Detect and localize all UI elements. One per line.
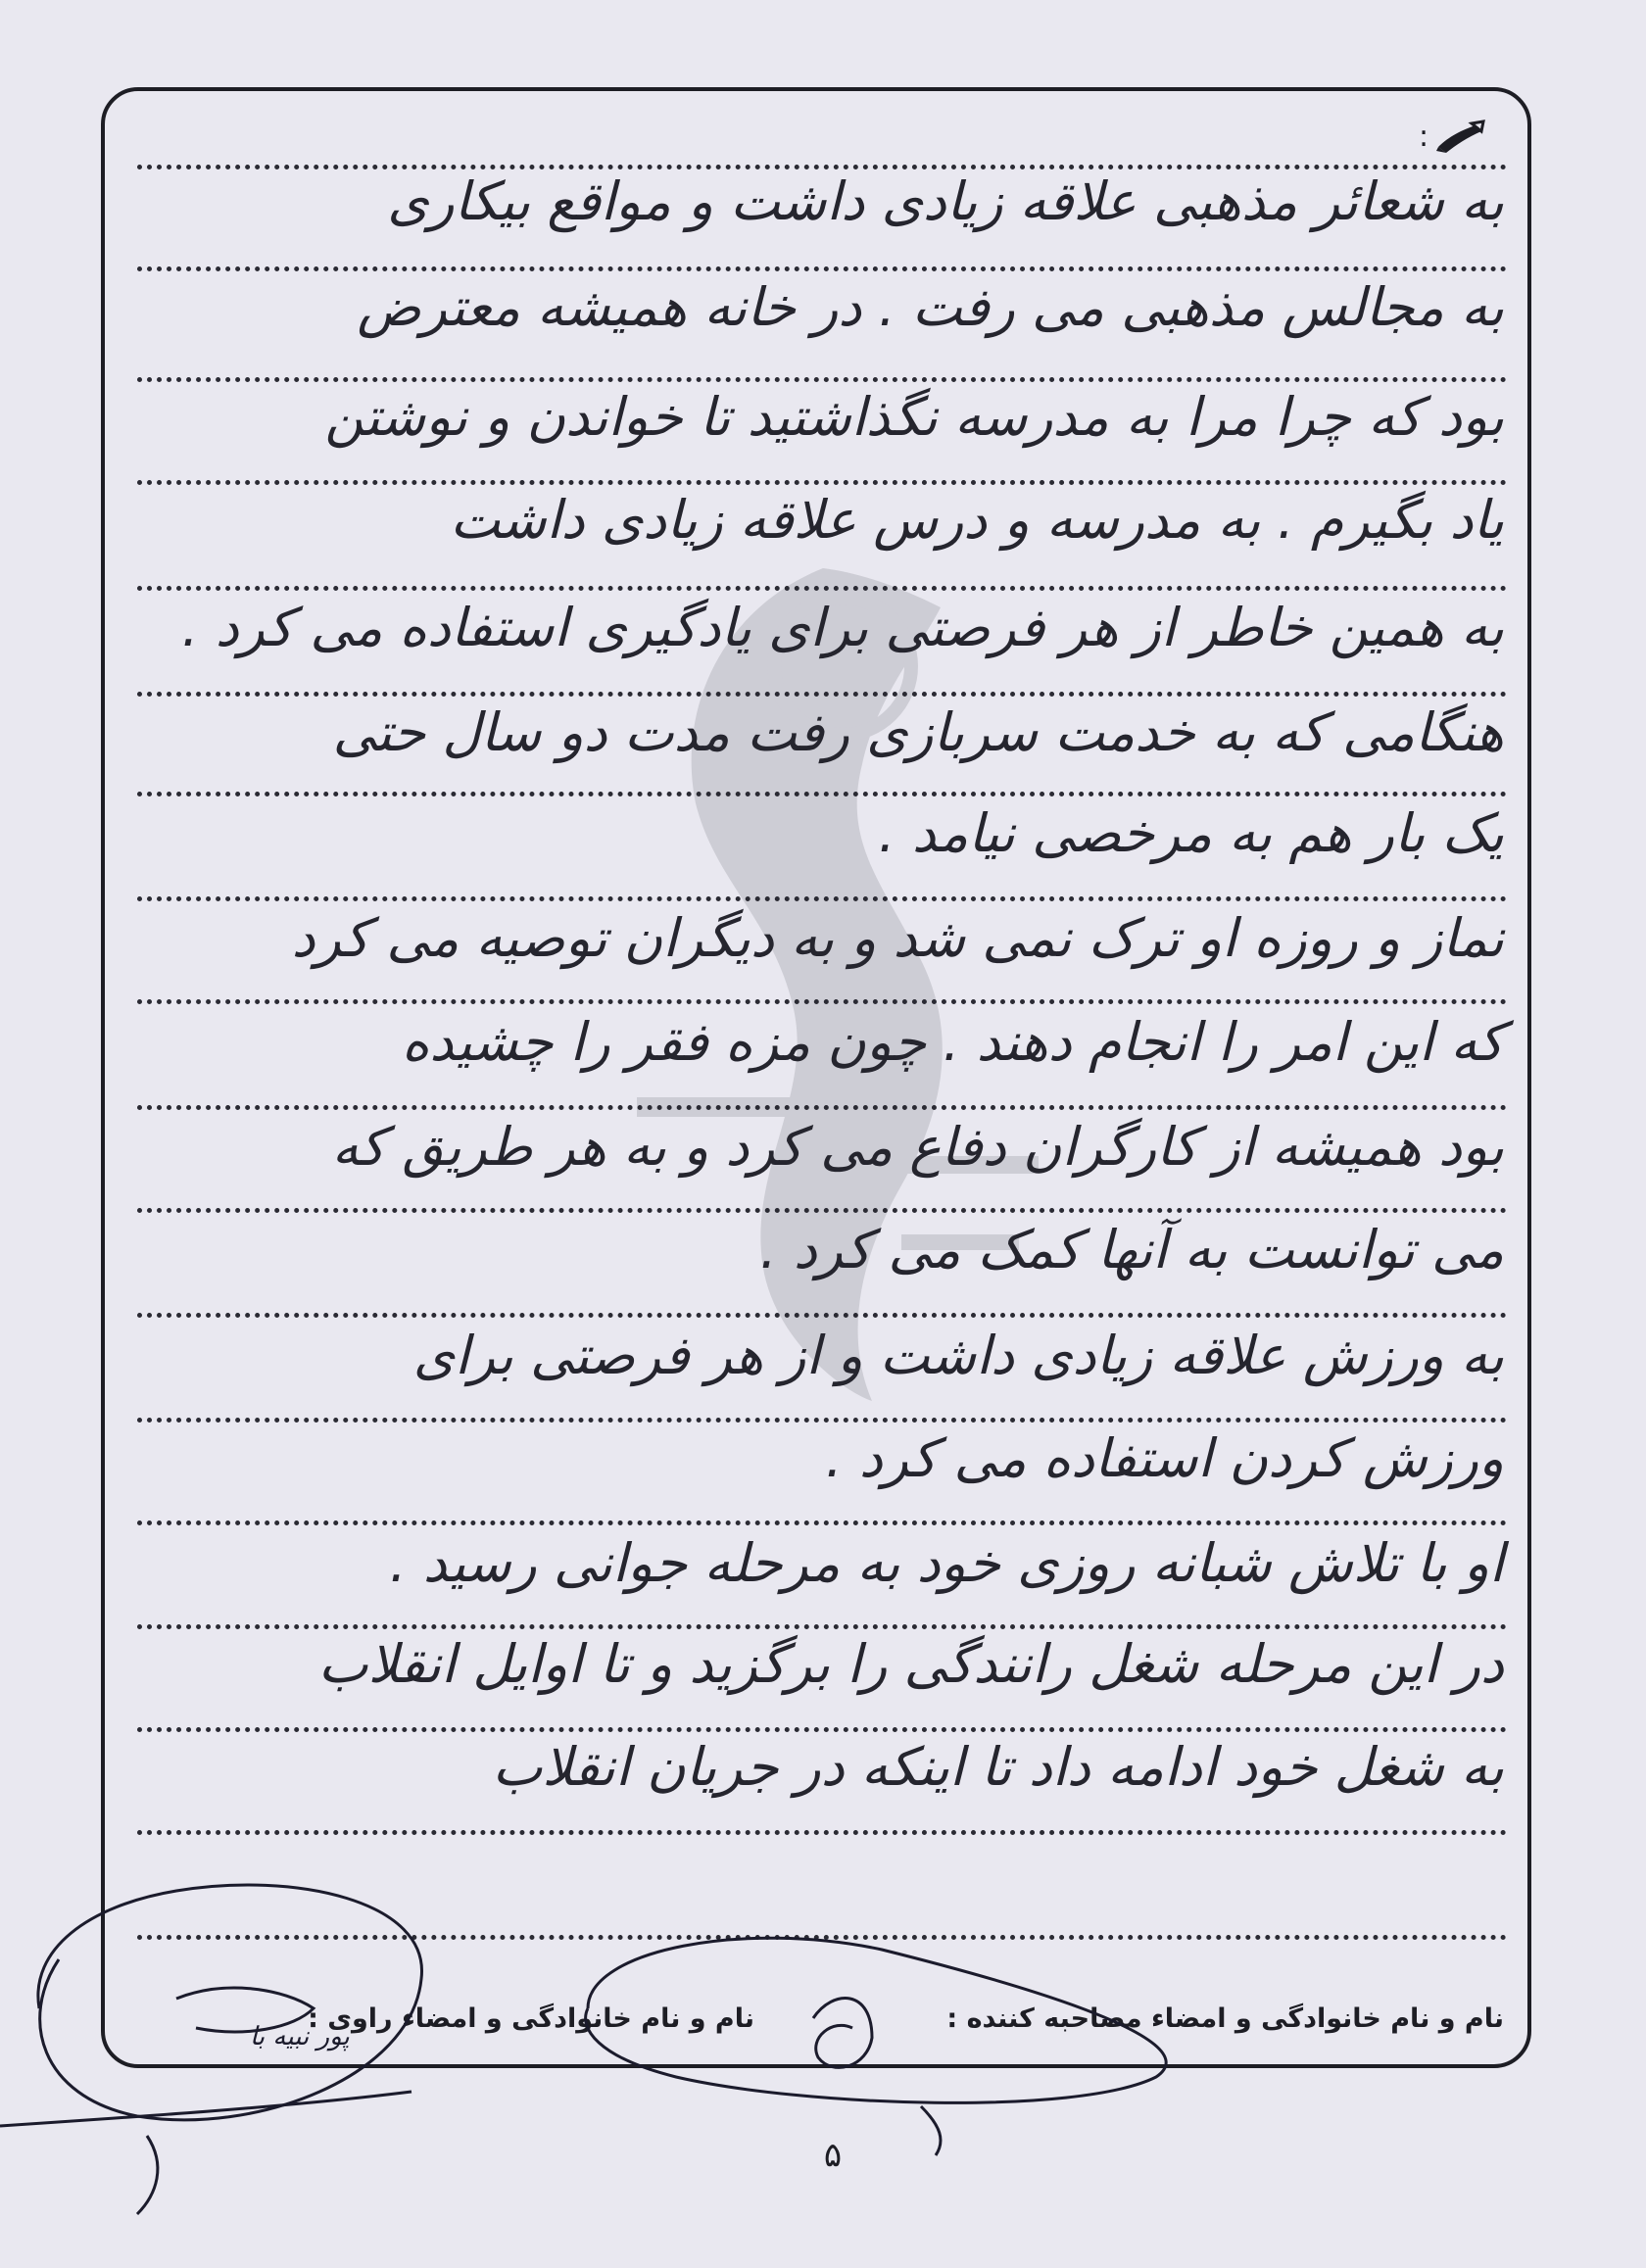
handwritten-line: که این امر را انجام دهند . چون مزه فقر را چشیده bbox=[402, 1011, 1504, 1073]
pen-icon bbox=[1432, 118, 1487, 157]
handwritten-line: او با تلاش شبانه روزی خود به مرحله جوانی رسید . bbox=[389, 1532, 1504, 1594]
handwritten-line: در این مرحله شغل رانندگی را برگزید و تا اوایل انقلاب bbox=[317, 1633, 1504, 1695]
handwritten-line: یک بار هم به مرخصی نیامد . bbox=[878, 802, 1504, 864]
narrator-label: نام و نام خانوادگی و امضاء راوی : bbox=[308, 2003, 754, 2034]
page-number: ۵ bbox=[823, 2136, 843, 2175]
handwritten-line: هنگامی که به خدمت سربازی رفت مدت دو سال حتی bbox=[332, 701, 1504, 763]
pen-colon: : bbox=[1419, 120, 1429, 154]
handwritten-line: ورزش کردن استفاده می کرد . bbox=[825, 1427, 1504, 1489]
handwritten-line: نماز و روزه او ترک نمی شد و به دیگران توصیه می کرد bbox=[291, 907, 1504, 969]
handwritten-line: می توانست به آنها کمک می کرد . bbox=[759, 1219, 1504, 1280]
svg-text:ﭘﻮﺭ ﻧﺒﻴﻪ ﺑﺎ: ﭘﻮﺭ ﻧﺒﻴﻪ ﺑﺎ bbox=[250, 2022, 350, 2051]
ruled-line bbox=[137, 1935, 1507, 1940]
ruled-line bbox=[137, 1830, 1507, 1835]
handwritten-line: بود همیشه از کارگران دفاع می کرد و به هر طریق که bbox=[331, 1116, 1504, 1178]
handwritten-line: به شعائر مذهبی علاقه زیادی داشت و مواقع بیکاری bbox=[387, 170, 1504, 232]
handwritten-line: به مجالس مذهبی می رفت . در خانه همیشه معترض bbox=[357, 276, 1504, 338]
handwritten-line: یاد بگیرم . به مدرسه و درس علاقه زیادی داشت bbox=[450, 489, 1504, 551]
handwritten-line: به ورزش علاقه زیادی داشت و از هر فرصتی برای bbox=[412, 1325, 1504, 1386]
handwritten-line: به همین خاطر از هر فرصتی برای یادگیری استفاده می کرد . bbox=[181, 597, 1504, 658]
handwritten-line: بود که چرا مرا به مدرسه نگذاشتید تا خواندن و نوشتن bbox=[324, 386, 1504, 448]
handwritten-line: به شغل خود ادامه داد تا اینکه در جریان انقلاب bbox=[492, 1736, 1504, 1798]
interviewer-label: نام و نام خانوادگی و امضاء مصاحبه کننده : bbox=[946, 2003, 1504, 2034]
